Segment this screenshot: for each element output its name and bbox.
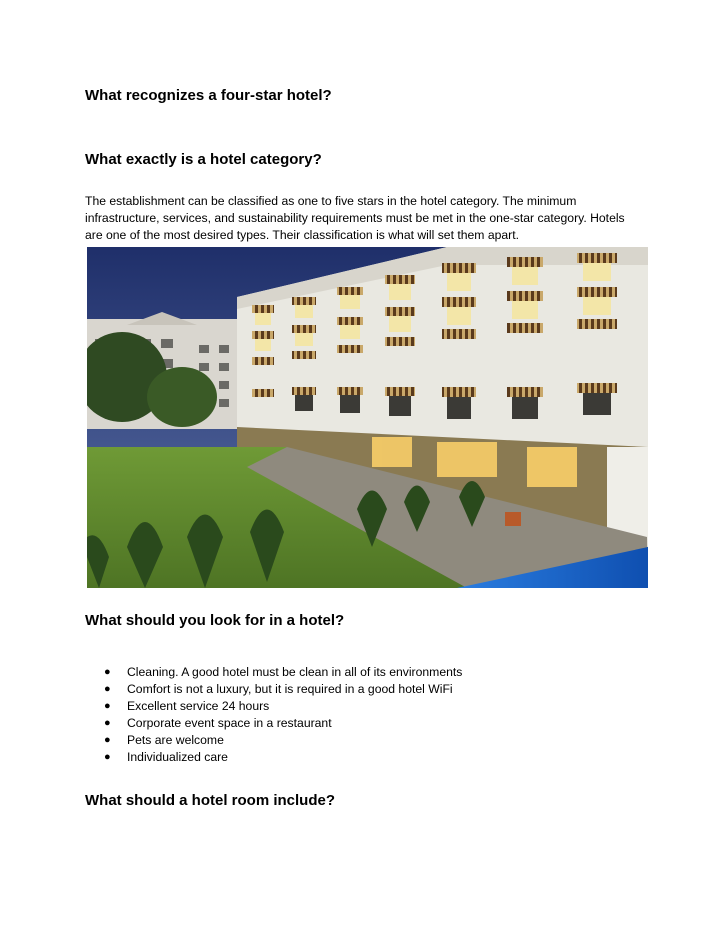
bullet-icon: ● [104, 734, 111, 746]
list-item-text: Pets are welcome [127, 733, 224, 747]
bullet-icon: ● [104, 700, 111, 712]
heading-hotel-category: What exactly is a hotel category? [85, 151, 322, 168]
list-item [104, 681, 462, 698]
list-item [104, 664, 462, 681]
list-item-text: Individualized care [127, 750, 228, 764]
list-item [104, 698, 462, 715]
bullet-icon: ● [104, 717, 111, 729]
list-item-text: Cleaning. A good hotel must be clean in all of its environments [127, 665, 463, 679]
list-item [104, 732, 462, 749]
bullet-icon: ● [104, 683, 111, 695]
hotel-category-paragraph: The establishment can be classified as one to five stars in the hotel category. The minimum infrastructure, services, and sustainability requirements must be met in the one-star category. Hotels are one of the most desired types. Their classification is what will set them apart. [85, 194, 625, 242]
hotel-illustration [87, 247, 648, 588]
hotel-photo [87, 247, 648, 588]
heading-hotel-room: What should a hotel room include? [85, 792, 335, 809]
list-item-text: Comfort is not a luxury, but it is required in a good hotel WiFi [127, 682, 453, 696]
bullet-icon: ● [104, 751, 111, 763]
hotel-features-list [104, 664, 462, 766]
list-item [104, 749, 462, 766]
list-item-text: Corporate event space in a restaurant [127, 716, 332, 730]
list-item [104, 715, 462, 732]
heading-look-for-hotel: What should you look for in a hotel? [85, 612, 345, 629]
heading-four-star-hotel: What recognizes a four-star hotel? [85, 87, 332, 104]
bullet-icon: ● [104, 666, 111, 678]
list-item-text: Excellent service 24 hours [127, 699, 270, 713]
